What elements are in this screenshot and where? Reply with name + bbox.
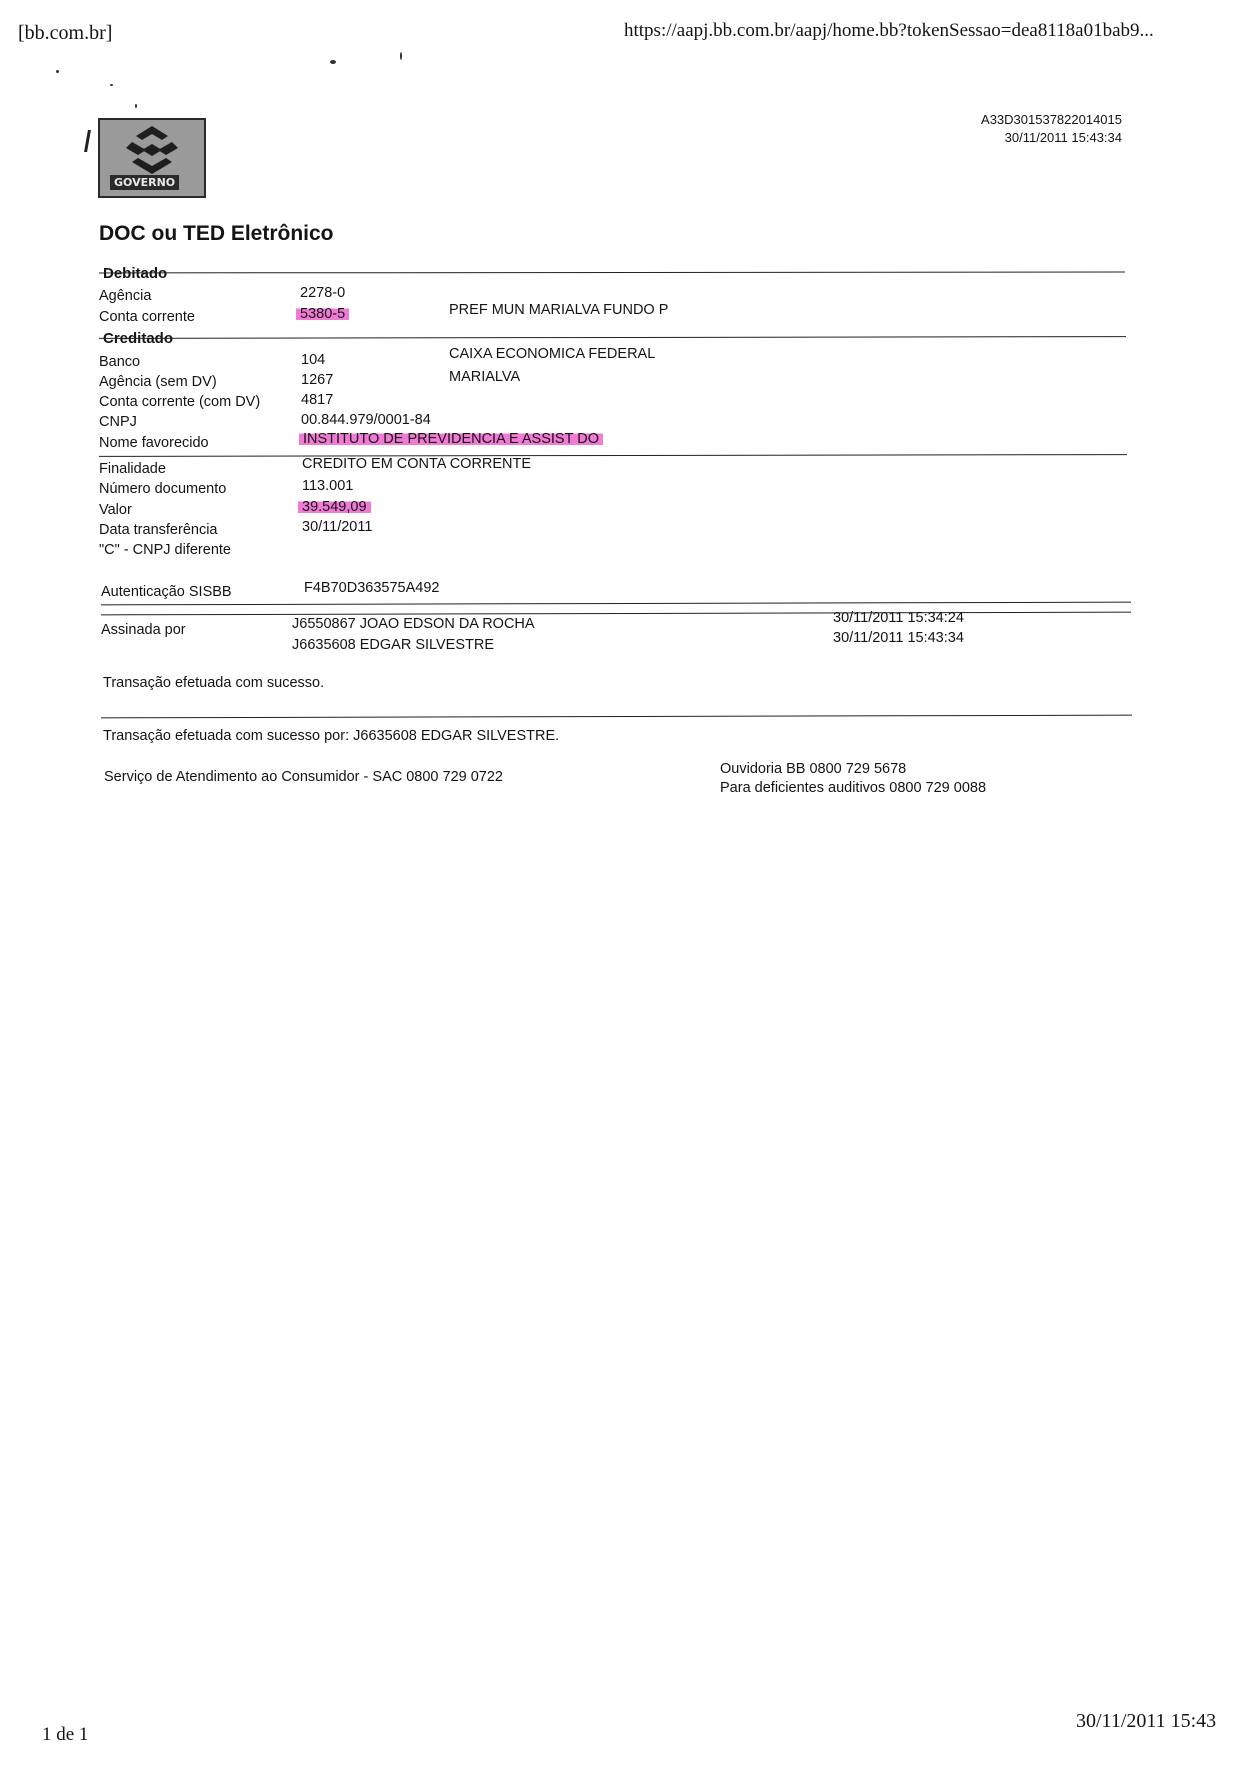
label-finalidade: Finalidade: [99, 461, 166, 477]
label-agencia-credito: Agência (sem DV): [99, 374, 217, 390]
divider: [99, 272, 1125, 274]
scan-speck: [110, 84, 113, 86]
value-data-transferencia: 30/11/2011: [302, 519, 373, 535]
divider: [101, 612, 1131, 616]
signer-datetime: 30/11/2011 15:43:34: [833, 630, 964, 646]
footer-datetime: 30/11/2011 15:43: [1076, 1710, 1217, 1732]
label-autenticacao: Autenticação SISBB: [101, 584, 232, 600]
label-valor: Valor: [99, 502, 132, 518]
deficientes-contact: Para deficientes auditivos 0800 729 0088: [720, 780, 987, 796]
value-conta-debito: 5380-5: [296, 306, 349, 322]
divider: [101, 715, 1132, 719]
browser-url: https://aapj.bb.com.br/aapj/home.bb?tokenSessao=dea8118a01bab9...: [624, 20, 1154, 41]
browser-site-label: [bb.com.br]: [18, 22, 113, 44]
sac-contact: Serviço de Atendimento ao Consumidor - SAC 0800 729 0722: [104, 769, 503, 785]
label-cnpj-diferente: "C" - CNPJ diferente: [99, 542, 231, 558]
value-conta-credito: 4817: [301, 392, 334, 408]
label-nome-favorecido: Nome favorecido: [99, 435, 209, 451]
bb-symbol-icon: [122, 124, 182, 176]
value-banco: 104: [301, 352, 326, 368]
divider: [101, 602, 1131, 606]
value-nome-favorecido: INSTITUTO DE PREVIDENCIA E ASSIST DO: [299, 431, 603, 447]
receipt-id: A33D301537822014015: [981, 112, 1122, 127]
logo-governo-text: GOVERNO: [110, 175, 179, 190]
scan-speck: [135, 104, 137, 108]
label-assinada-por: Assinada por: [101, 622, 186, 638]
label-cnpj: CNPJ: [99, 414, 137, 430]
scan-speck: [400, 52, 402, 60]
section-heading-debitado: Debitado: [103, 265, 168, 282]
label-data-transferencia: Data transferência: [99, 522, 218, 538]
status-by-message: Transação efetuada com sucesso por: J6635608 EDGAR SILVESTRE.: [103, 728, 560, 744]
status-message: Transação efetuada com sucesso.: [103, 675, 325, 691]
signer-name: J6550867 JOAO EDSON DA ROCHA: [292, 616, 535, 632]
section-heading-creditado: Creditado: [103, 330, 174, 347]
value-agencia-credito: 1267: [301, 372, 334, 388]
label-conta-credito: Conta corrente (com DV): [99, 394, 261, 410]
divider: [99, 454, 1127, 457]
value-conta-debito-holder: PREF MUN MARIALVA FUNDO P: [449, 302, 669, 318]
divider: [99, 336, 1126, 339]
page-title: DOC ou TED Eletrônico: [99, 222, 334, 245]
signer-name: J6635608 EDGAR SILVESTRE: [292, 637, 495, 653]
label-banco: Banco: [99, 354, 141, 370]
scan-mark: [84, 130, 91, 152]
value-agencia-debito: 2278-0: [300, 285, 346, 301]
label-numero-documento: Número documento: [99, 481, 227, 497]
value-banco-name: CAIXA ECONOMICA FEDERAL: [449, 346, 656, 362]
page-number: 1 de 1: [42, 1724, 89, 1745]
receipt-datetime: 30/11/2011 15:43:34: [1004, 130, 1122, 145]
value-cnpj: 00.844.979/0001-84: [301, 412, 431, 428]
value-finalidade: CREDITO EM CONTA CORRENTE: [302, 456, 532, 472]
value-valor: 39.549,09: [298, 499, 371, 515]
scan-speck: [56, 70, 59, 73]
scan-speck: [330, 60, 336, 64]
signer-datetime: 30/11/2011 15:34:24: [833, 610, 964, 626]
value-agencia-credito-name: MARIALVA: [449, 369, 521, 385]
banco-do-brasil-governo-logo: [98, 118, 206, 198]
label-conta-debito: Conta corrente: [99, 309, 195, 325]
value-numero-documento: 113.001: [302, 478, 354, 494]
value-autenticacao: F4B70D363575A492: [304, 580, 440, 596]
ouvidoria-contact: Ouvidoria BB 0800 729 5678: [720, 761, 907, 777]
label-agencia-debito: Agência: [99, 288, 152, 304]
